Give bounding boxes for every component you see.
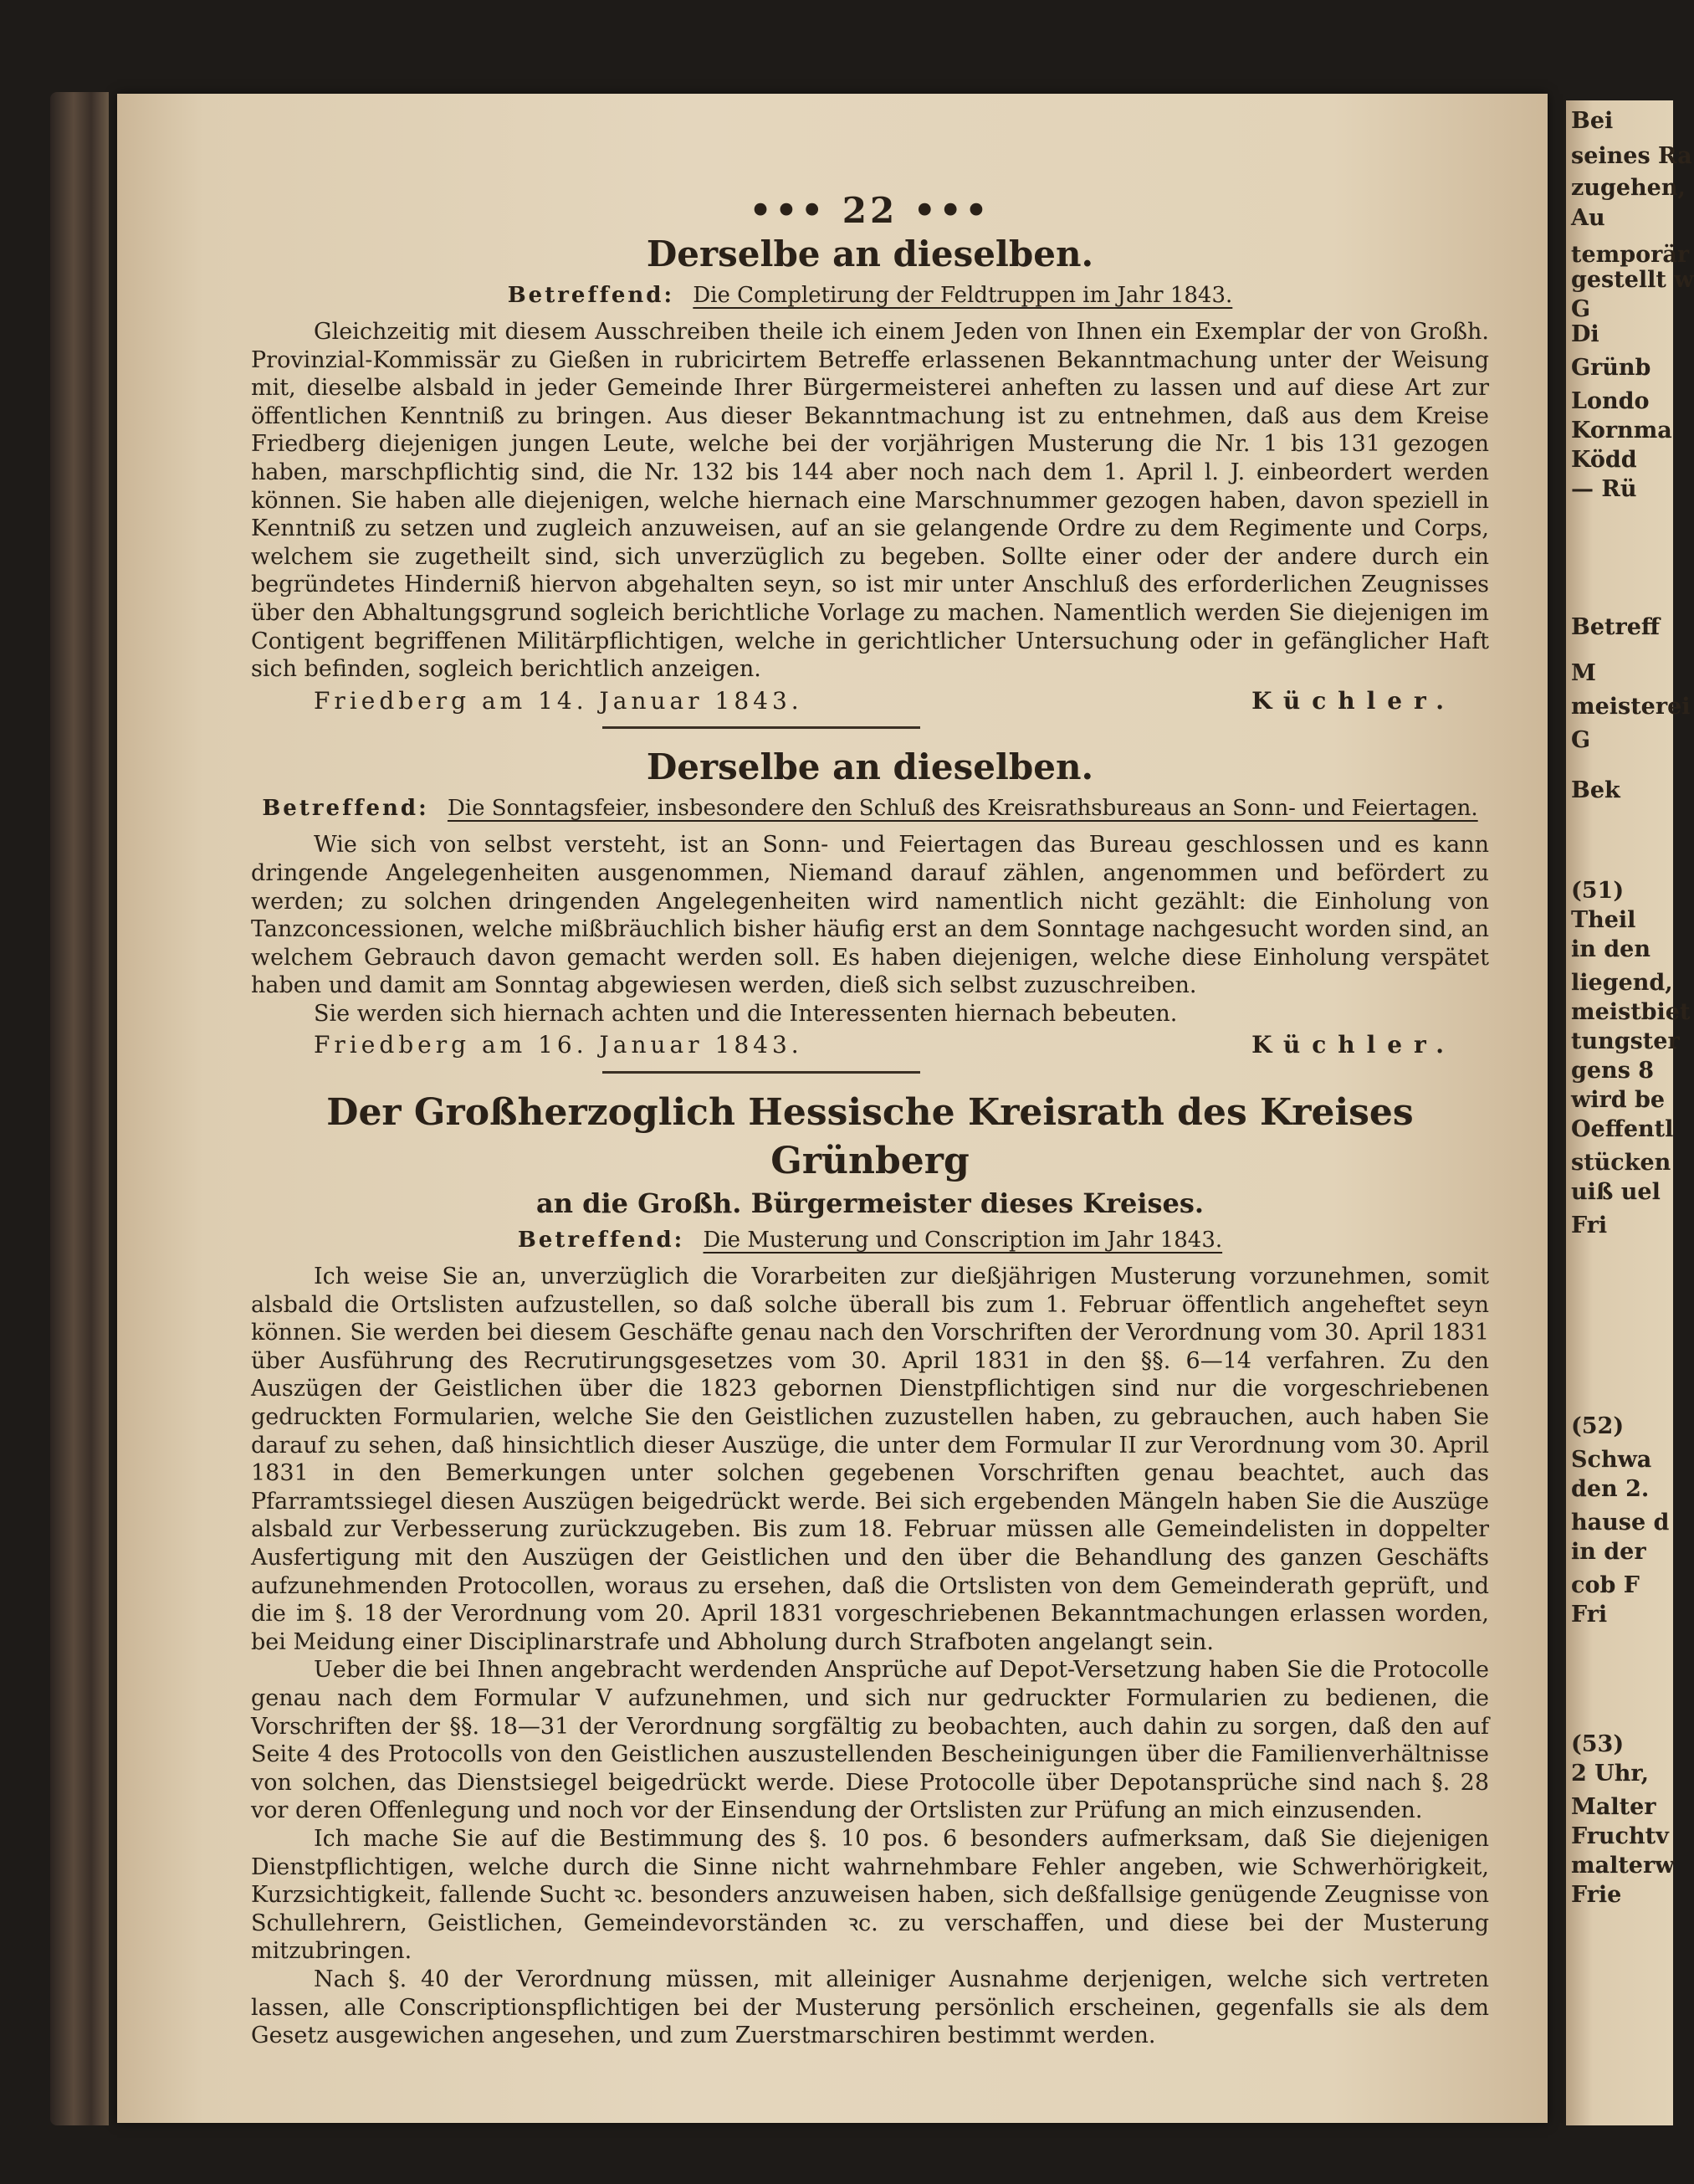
signature-line [251,687,1489,715]
right-page-edge [1566,100,1694,2125]
section-title: Derselbe an dieselben. [646,233,1094,274]
right-page-fragment: gens 8 [1571,1058,1655,1084]
right-page-fragment: 2 Uhr, [1571,1761,1650,1787]
right-page-fragment: Bei [1571,108,1614,134]
place-date: Friedberg am 14. Januar 1843. [314,686,803,715]
right-page-fragment: hause d [1571,1510,1670,1535]
regarding-line [251,792,1489,824]
right-page-fragment: liegend, [1571,970,1673,996]
right-page-fragment: Fri [1571,1212,1608,1238]
right-page-fragment: tungster [1571,1028,1680,1054]
paragraph: Ich weise Sie an, unverzüglich die Vorarbeiten zur dießjährigen Musterung vorzunehmen, somit alsbald die Ortslisten aufzustellen, so daß solche überall bis zum 1. Februar öffentlich angeheftet seyn können. Sie werden bei diesem Geschäfte genau nach den Vorschriften der Verordnung vom 30. April 1831 über Ausführung des Recrutirungsgesetzes vom 30. April 1831 in den §§. 6—14 verfahren. Zu den Auszügen der Geistlichen über die 1823 gebornen Dienstpflichtigen sind nur die vorgeschriebenen gedruckten Formularien, welche Sie den Geistlichen zuzustellen haben, zu gebrauchen, auch haben Sie darauf zu sehen, daß hinsichtlich dieser Auszüge, die unter dem Formular II zur Verordnung vom 30. April 1831 in den Bemerkungen unter solchen gegebenen Vorschriften genau beachtet, auch das Pfarramtssiegel diesen Auszügen beigedrückt werde. Bei sich ergebenden Mängeln haben Sie die Auszüge alsbald zur Verbesserung zurückzugeben. Bis zum 18. Februar müssen alle Gemeindelisten in doppelter Ausfertigung mit den Auszügen der Geistlichen und den über die Behandlung des ganzen Geschäfts aufzunehmenden Protocollen, woraus zu ersehen, daß die Ortslisten von dem Gemeinderath geprüft, und die im §. 18 der Verordnung vom 20. April 1831 vorgeschriebenen Bekanntmachungen erlassen worden, bei Meidung einer Disciplinarstrafe und Abholung durch Strafboten angelangt sein. [251,1264,1489,1655]
right-page-fragment: Betreff [1571,614,1661,640]
signature: Küchler. [1251,686,1456,715]
regarding-label: Betreffend: [262,796,429,822]
right-page-fragment: Au [1571,205,1605,231]
section-2 [251,744,1489,1074]
right-page-fragment: Fri [1571,1602,1608,1628]
right-page-fragment: meistbiet [1571,999,1691,1025]
paragraph: Gleichzeitig mit diesem Ausschreiben theile ich einem Jeden von Ihnen ein Exemplar der von Großh. Provinzial-Kommissär zu Gießen in rubricirtem Betreffe erlassenen Bekanntmachung unter der Weisung mit, dieselbe alsbald in jeder Gemeinde Ihrer Bürgermeisterei anheften zu lassen und auf diese Art zur öffentlichen Kenntniß zu bringen. Aus dieser Bekanntmachung ist zu entnehmen, daß aus dem Kreise Friedberg diejenigen jungen Leute, welche bei der vorjährigen Musterung die Nr. 1 bis 131 gezogen haben, marschpflichtig sind, die Nr. 132 bis 144 aber noch nach dem 1. April l. J. einbeordert werden können. Sie haben alle diejenigen, welche hiernach eine Marschnummer gezogen haben, davon speziell in Kenntniß zu setzen und zugleich anzuweisen, auf an sie gelangende Ordre zu dem Regimente und Corps, welchem sie zugetheilt sind, sich unverzüglich zu begeben. Sollte einer oder der andere durch ein begründetes Hinderniß hiervon abgehalten seyn, so ist mir unter Anschluß des erforderlichen Zeugnisses über den Abhaltungsgrund sogleich berichtliche Vorlage zu machen. Namentlich werden Sie diejenigen im Contigent begriffenen Militärpflichtigen, welche in gerichtlicher Untersuchung oder in gefänglicher Haft sich befinden, sogleich berichtlich anzeigen. [251,319,1489,683]
right-page-fragment: Bek [1571,777,1620,803]
right-page-fragment: Londo [1571,388,1650,414]
section-subtitle: an die Großh. Bürgermeister dieses Kreises. [536,1187,1204,1220]
right-page-fragment: cob F [1571,1572,1640,1598]
regarding-text: Die Musterung und Conscription im Jahr 1843. [703,1228,1223,1253]
right-page-fragment: stücken [1571,1150,1671,1176]
right-page-fragment: Grünb [1571,355,1651,381]
regarding-text: Die Sonntagsfeier, insbesondere den Schluß des Kreisrathsbureaus an Sonn- und Feiertagen. [447,796,1478,822]
right-page-fragment: G [1571,727,1591,753]
regarding-text: Die Completirung der Feldtruppen im Jahr 1843. [693,283,1233,308]
paragraph: Wie sich von selbst versteht, ist an Sonn- und Feiertagen das Bureau geschlossen und es kann dringende Angelegenheiten ausgenommen, Niemand darauf zählen, angenommen und befördert zu werden; zu solchen dringenden Angelegenheiten wird namentlich nicht gezählt: die Einholung von Tanzconcessionen, welche mißbräuchlich bisher häufig erst an dem Sonntage nachgesucht worden sind, an welchem Gebrauch davon gemacht werden soll. Es haben diejenigen, welche diese Einholung verspätet haben und damit am Sonntag abgewiesen werden, dieß sich selbst zuzuschreiben. [251,832,1489,999]
right-page-fragment: Theil [1571,907,1636,933]
page-number-line [251,191,1489,231]
right-page-fragment: Kornma [1571,418,1672,443]
place-date: Friedberg am 16. Januar 1843. [314,1031,803,1059]
right-page-fragment: gestellt w [1571,267,1694,293]
ornament-right: ••• [913,190,991,231]
regarding-line [251,1224,1489,1256]
right-page-fragment: uiß uel [1571,1179,1661,1205]
page-number: 22 [842,190,898,231]
right-page-fragment: — Rü [1571,476,1637,502]
regarding-label: Betreffend: [517,1228,685,1253]
page-content [251,191,1489,2050]
regarding-label: Betreffend: [507,283,675,308]
section-divider [602,1071,920,1074]
right-page-fragment: Frie [1571,1882,1622,1908]
paragraph: Ich mache Sie auf die Bestimmung des §. 10 pos. 6 besonders aufmerksam, daß Sie diejenigen Dienstpflichtigen, welche durch die Sinne nicht wahrnehmbare Fehler angeben, wie Schwerhörigkeit, Kurzsichtigkeit, fallende Sucht ꝛc. besonders anzuweisen haben, sich deßfallsige genügende Zeugnisse von Schullehrern, Geistlichen, Gemeindevorständen ꝛc. zu verschaffen, und diese bei der Musterung mitzubringen. [251,1825,1489,1965]
right-page-fragment: G [1571,296,1591,322]
regarding-line [251,279,1489,311]
section-title: Derselbe an dieselben. [646,746,1094,788]
right-page-fragment: den 2. [1571,1476,1650,1502]
book-binding [50,92,109,2125]
section-3 [251,1089,1489,2050]
right-page-fragment: Schwa [1571,1447,1652,1473]
signature: Küchler. [1251,1031,1456,1059]
right-page-fragment: Di [1571,321,1599,347]
right-page-fragment: (51) [1571,878,1625,904]
paragraph: Ueber die bei Ihnen angebracht werdenden Ansprüche auf Depot-Versetzung haben Sie die Protocolle genau nach dem Formular V aufzunehmen, und sich nur gedruckter Formularien zu bedienen, die Vorschriften der §§. 18—31 der Verordnung sorgfältig zu beobachten, auch dahin zu sorgen, daß den auf Seite 4 des Protocolls von den Geistlichen auszustellenden Bescheinigungen über die Familienverhältnisse von solchen, das Dienstsiegel beigedrückt werde. Diese Protocolle über Depotansprüche sind nach §. 28 vor deren Offenlegung und noch vor der Einsendung der Ortslisten zur Prüfung an mich einzusenden. [251,1657,1489,1824]
paragraph: Sie werden sich hiernach achten und die Interessenten hiernach bebeuten. [314,1000,1178,1027]
right-page-fragment: malterw [1571,1853,1675,1879]
ornament-left: ••• [749,190,827,231]
section-divider [602,726,920,729]
right-page-fragment: Malter [1571,1794,1656,1820]
right-page-fragment: seines Ra [1571,143,1692,169]
paragraph: Nach §. 40 der Verordnung müssen, mit alleiniger Ausnahme derjenigen, welche sich vertreten lassen, alle Conscriptionspflichtigen bei der Musterung persönlich erscheinen, gegenfalls sie als dem Gesetz ausgewichen angesehen, und zum Zuerstmarschiren bestimmt werden. [251,1966,1489,2049]
section-title: Der Großherzoglich Hessische Kreisrath des Kreises Grünberg [326,1091,1414,1183]
section-1 [251,231,1489,729]
right-page-fragment: meisterei [1571,694,1691,720]
signature-line [251,1031,1489,1059]
right-page-fragment: Oeffentl [1571,1116,1674,1142]
right-page-fragment: in den [1571,936,1650,962]
right-page-fragment: temporär [1571,242,1690,268]
right-page-fragment: (52) [1571,1413,1625,1439]
right-page-fragment: Ködd [1571,447,1637,473]
right-page-fragment: (53) [1571,1731,1625,1757]
right-page-fragment: zugehen, [1571,175,1686,201]
right-page-fragment: wird be [1571,1087,1666,1113]
right-page-fragment: M [1571,660,1596,686]
right-page-fragment: in der [1571,1539,1646,1565]
right-page-fragment: Fruchtv [1571,1823,1669,1849]
